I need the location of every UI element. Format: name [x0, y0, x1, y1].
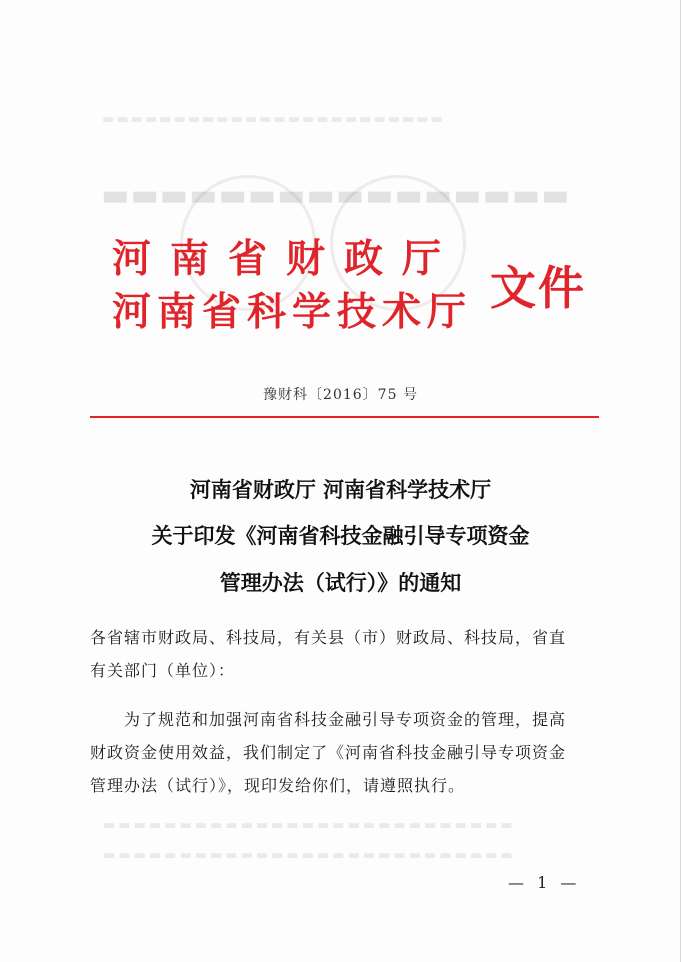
bleed-through-text: ▬▬▬▬▬▬▬▬▬▬▬▬▬▬▬▬▬▬▬▬▬▬▬▬▬▬▬ [100, 818, 513, 833]
bleed-through-text: ▬▬▬▬▬▬▬▬▬▬▬▬▬▬▬▬▬▬▬▬▬▬▬▬▬▬▬ [100, 848, 513, 863]
document-title-line-3: 管理办法（试行）》的通知 [219, 570, 462, 595]
bleed-through-text: ▬▬▬▬▬▬▬▬▬▬▬▬▬▬▬▬▬▬▬▬▬▬▬▬ [100, 112, 443, 127]
addressee-line: 有关部门（单位）： [90, 661, 236, 680]
body-paragraph [90, 703, 605, 802]
document-number: 豫财科〔2016〕75 号 [263, 387, 418, 403]
addressee-block [90, 621, 605, 687]
bleed-through-heading: ▬▬▬▬▬▬▬▬▬▬▬▬▬▬▬▬ [100, 178, 570, 213]
issuer-finance-department: 河南省财政厅 [112, 236, 461, 282]
document-title-line-1: 河南省财政厅 河南省科学技术厅 [189, 477, 492, 502]
document-type-label: 文件 [490, 261, 586, 315]
paragraph-line: 管理办法（试行）》，现印发给你们，请遵照执行。 [90, 776, 466, 795]
page-number: — 1 — [508, 873, 581, 892]
paragraph-line: 财政资金使用效益，我们制定了《河南省科技金融引导专项资金 [90, 743, 567, 762]
document-title-line-2: 关于印发《河南省科技金融引导专项资金 [151, 523, 530, 548]
red-divider-line [90, 416, 599, 418]
addressee-line: 各省辖市财政局、科技局，有关县（市）财政局、科技局，省直 [90, 628, 567, 647]
paragraph-line [90, 703, 605, 736]
issuer-science-department: 河南省科学技术厅 [112, 289, 473, 335]
paragraph-line-text: 为了规范和加强河南省科技金融引导专项资金的管理，提高 [124, 710, 567, 729]
